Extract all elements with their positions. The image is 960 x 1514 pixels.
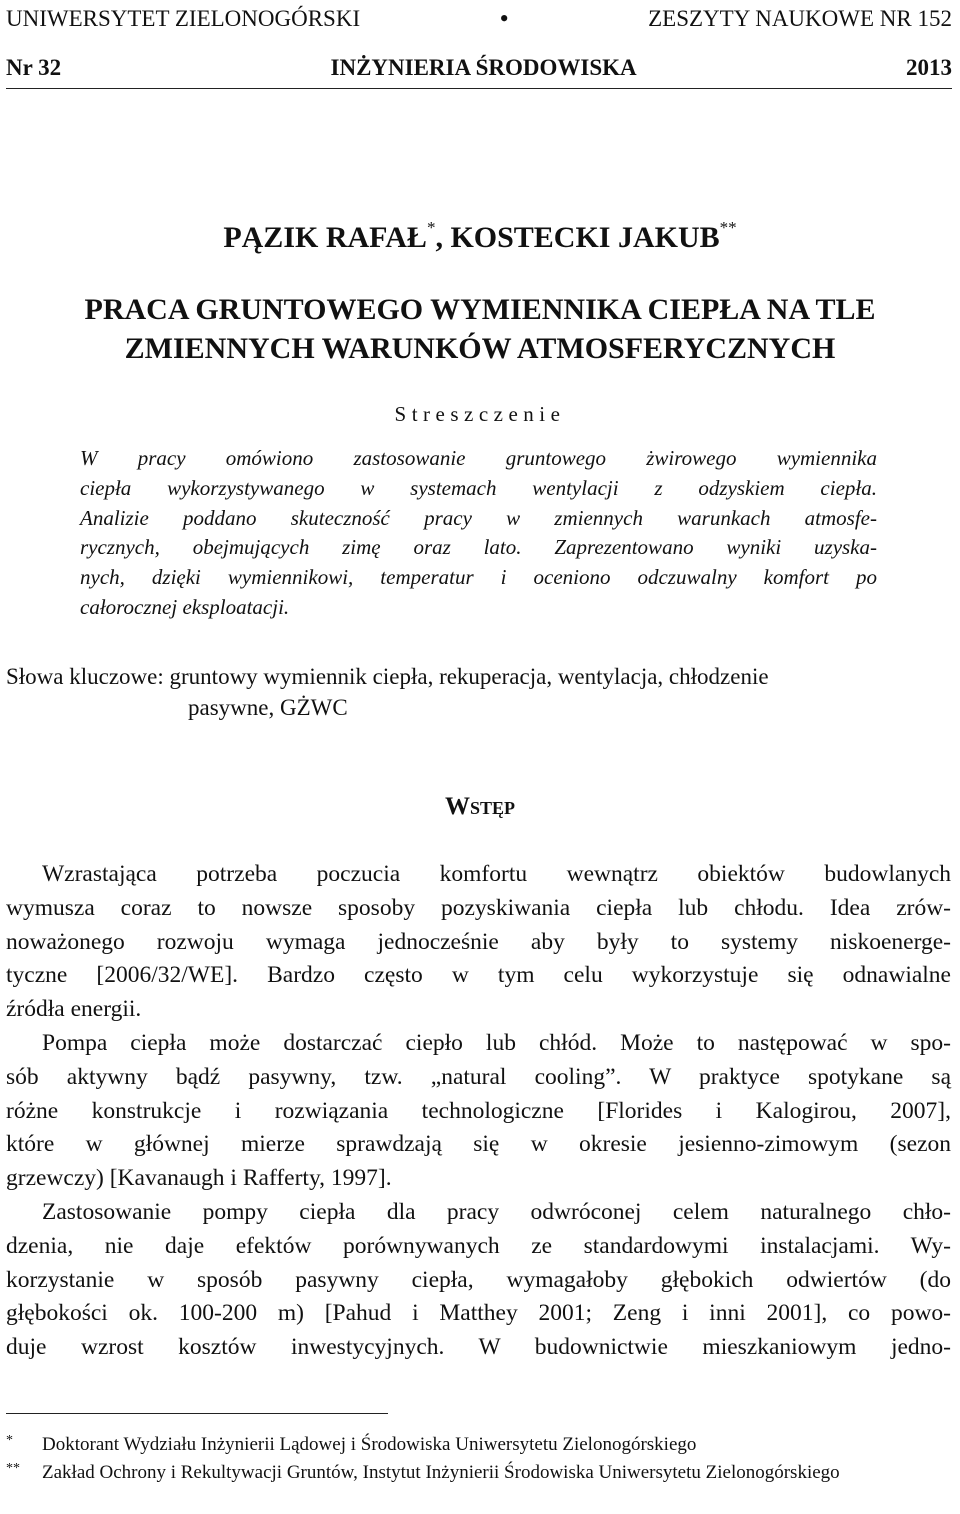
body-line: Zastosowanie pompy ciepła dla pracy odwróconej celem naturalnego chło-	[42, 1198, 951, 1225]
footnote-mark: **	[6, 1460, 20, 1476]
footnote	[6, 1459, 946, 1487]
body-line: noważonego rozwoju wymaga jednocześnie aby były to systemy niskoenerge-	[6, 928, 951, 955]
body-line: głębokości ok. 100-200 m) [Pahud i Matthey 2001; Zeng i inni 2001], co powo-	[6, 1300, 951, 1327]
abstract-text	[80, 444, 877, 623]
body-line: które w głównej mierze sprawdzają się w okresie jesienno-zimowym (sezon	[6, 1131, 951, 1158]
abstract-line: W pracy omówiono zastosowanie gruntowego żwirowego wymiennika	[80, 446, 877, 470]
university-name: UNIWERSYTET ZIELONOGÓRSKI	[6, 6, 361, 31]
keywords-block	[6, 661, 888, 723]
body-line: duje wzrost kosztów inwestycyjnych. W budownictwie mieszkaniowym jedno-	[6, 1334, 951, 1361]
abstract-line: Analizie poddano skuteczność pracy w zmiennych warunkach atmosfe-	[80, 505, 877, 530]
footnotes	[6, 1431, 946, 1486]
author-1-footnote-mark: *	[426, 218, 436, 237]
issue-number: Nr 32	[6, 55, 62, 80]
body-line: sób aktywny bądź pasywny, tzw. „natural cooling”. W praktyce spotykane są	[6, 1063, 951, 1090]
title-line: ZMIENNYCH WARUNKÓW ATMOSFERYCZNYCH	[124, 332, 836, 365]
body-line: Wzrastająca potrzeba poczucia komfortu wewnątrz obiektów budowlanych	[42, 861, 951, 887]
body-line: tyczne [2006/32/WE]. Bardzo często w tym celu wykorzystuje się odnawialne	[6, 962, 951, 989]
body-line: Pompa ciepła może dostarczać ciepło lub chłód. Może to następować w spo-	[42, 1029, 951, 1056]
publication-year: 2013	[905, 55, 952, 80]
running-header-bottom	[6, 52, 952, 84]
abstract-line: ciepła wykorzystywanego w systemach wentylacji z odzyskiem ciepła.	[80, 475, 877, 500]
abstract-line: całorocznej eksploatacji.	[80, 594, 290, 619]
journal-name: ZESZYTY NAUKOWE NR 152	[648, 6, 952, 31]
author-1: PĄZIK RAFAŁ	[223, 221, 427, 254]
footnote-divider	[6, 1413, 388, 1414]
keywords-line: gruntowy wymiennik ciepła, rekuperacja, wentylacja, chłodzenie	[169, 664, 769, 689]
footnote-text: Zakład Ochrony i Rekultywacji Gruntów, Instytut Inżynierii Środowiska Uniwersytetu Zielonogórskiego	[42, 1461, 840, 1483]
body-line: dzenia, nie daje efektów porównywanych ze standardowymi instalacjami. Wy-	[6, 1232, 951, 1259]
keywords-line: pasywne, GŻWC	[188, 695, 348, 720]
header-divider	[6, 88, 952, 89]
body-line: korzystanie w sposób pasywny ciepła, wymagałoby głębokich odwiertów (do	[6, 1266, 951, 1293]
footnote-mark: *	[6, 1433, 13, 1448]
abstract-heading: Streszczenie	[394, 402, 566, 426]
footnote	[6, 1431, 946, 1459]
body-text	[6, 858, 951, 1365]
author-2: KOSTECKI JAKUB	[450, 221, 720, 254]
bullet-separator-icon: •	[499, 4, 509, 33]
abstract-line: nych, dzięki wymiennikowi, temperatur i oceniono odczuwalny komfort po	[80, 565, 877, 590]
author-2-footnote-mark: **	[719, 218, 737, 237]
running-header-top	[6, 4, 952, 34]
body-line: źródła energii.	[6, 996, 142, 1023]
body-line: różne konstrukcje i rozwiązania technologiczne [Florides i Kalogirou, 2007],	[6, 1097, 951, 1124]
abstract-line: rycznych, obejmujących zimę oraz lato. Zaprezentowano wyniki uzyska-	[80, 535, 877, 560]
section-heading: Wstęp	[444, 793, 516, 820]
author-list	[0, 218, 960, 255]
author-separator: ,	[435, 221, 451, 254]
footnote-text: Doktorant Wydziału Inżynierii Lądowej i Środowiska Uniwersytetu Zielonogórskiego	[42, 1434, 697, 1455]
paper-title	[0, 290, 960, 368]
body-line: grzewczy) [Kavanaugh i Rafferty, 1997].	[6, 1165, 392, 1192]
discipline-name: INŻYNIERIA ŚRODOWISKA	[330, 55, 637, 80]
body-line: wymusza coraz to nowsze sposoby pozyskiwania ciepła lub chłodu. Idea zrów-	[6, 894, 951, 921]
keywords-label: Słowa kluczowe:	[6, 664, 164, 689]
title-line: PRACA GRUNTOWEGO WYMIENNIKA CIEPŁA NA TLE	[84, 293, 876, 326]
